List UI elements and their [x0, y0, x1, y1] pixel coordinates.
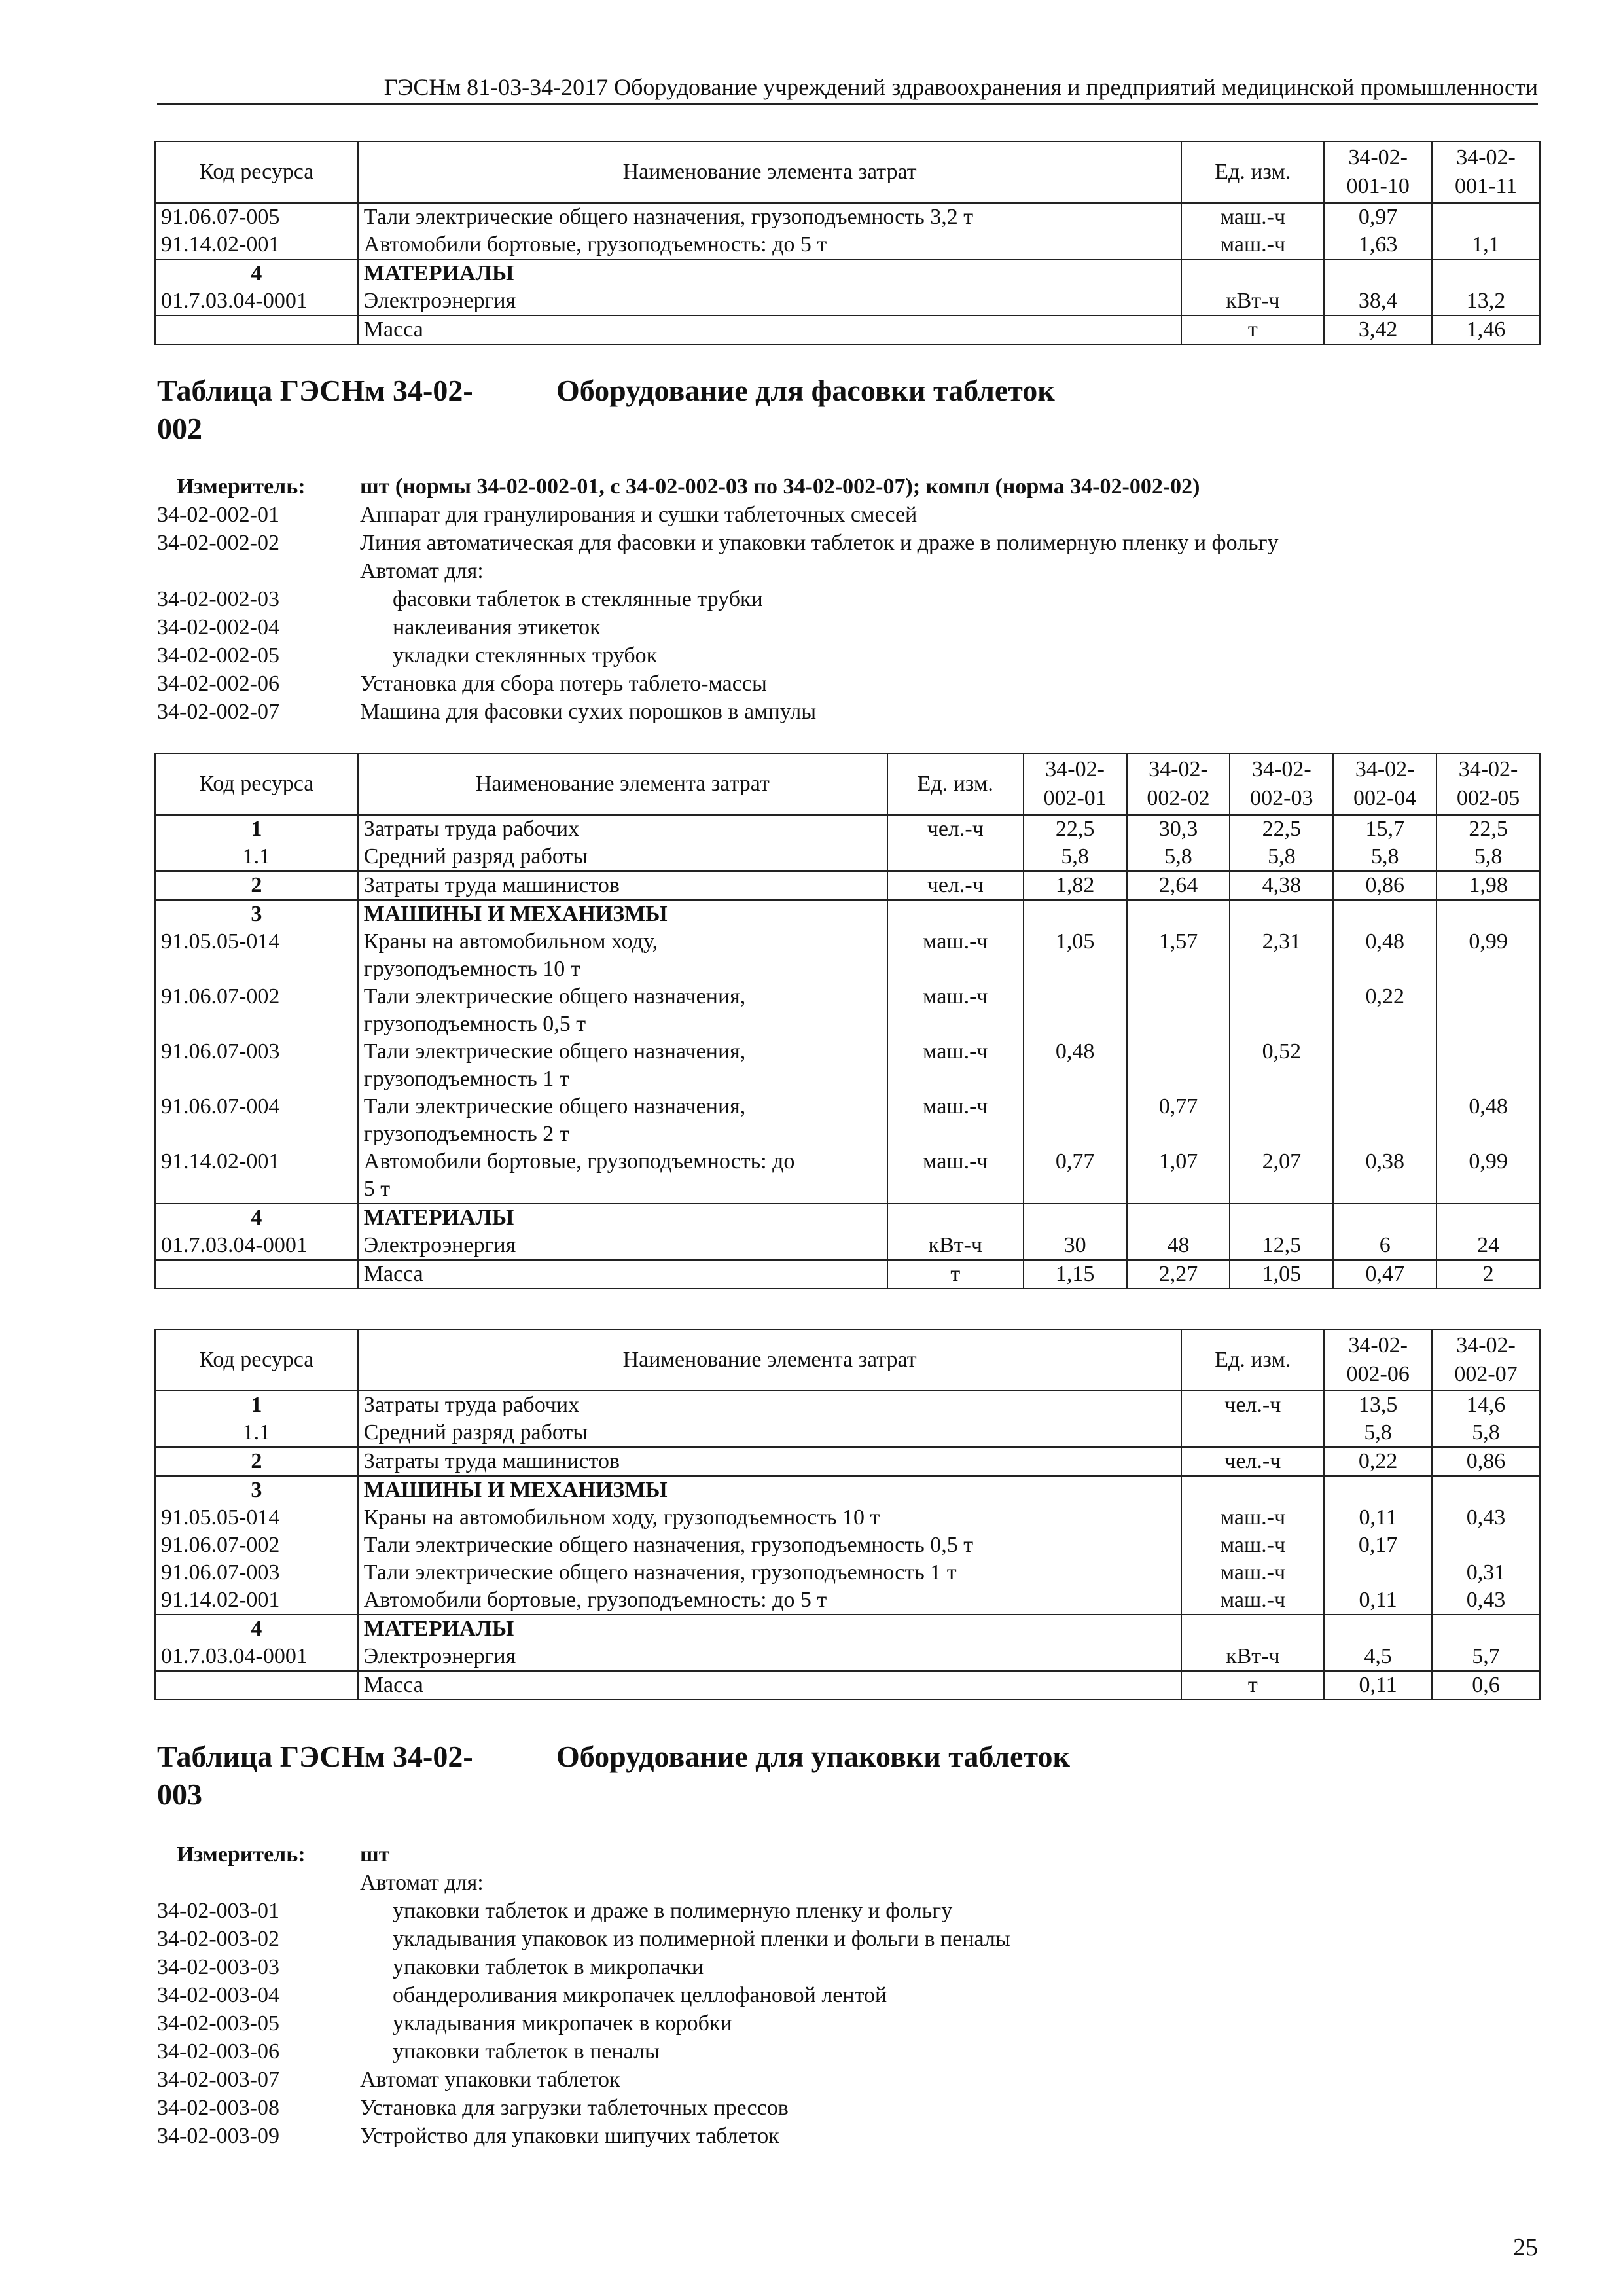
- unit: маш.-ч: [887, 928, 1024, 983]
- section-code: 3: [155, 1476, 358, 1504]
- table-row: [155, 1232, 1540, 1260]
- value: 5,8: [1436, 843, 1540, 871]
- col-header-unit: Ед. изм.: [1181, 1329, 1324, 1391]
- unit: маш.-ч: [1181, 1532, 1324, 1559]
- value: 0,48: [1333, 928, 1436, 983]
- table-row: [155, 983, 1540, 1038]
- value: 0,17: [1324, 1532, 1432, 1559]
- list-item: 34-02-002-05 укладки стеклянных трубок: [157, 643, 658, 668]
- col-header-name: Наименование элемента затрат: [358, 753, 887, 815]
- value: [1333, 1093, 1436, 1148]
- section-code: 4: [155, 1204, 358, 1232]
- value: 0,77: [1024, 1148, 1127, 1204]
- unit: маш.-ч: [887, 1038, 1024, 1093]
- resource-code: 91.14.02-001: [155, 1587, 358, 1615]
- value: 30: [1024, 1232, 1127, 1260]
- list-item: 34-02-002-03 фасовки таблеток в стеклянные трубки: [157, 587, 763, 611]
- unit: маш.-ч: [887, 1093, 1024, 1148]
- list-item: 34-02-003-06 упаковки таблеток в пеналы: [157, 2039, 660, 2064]
- resource-code: 2: [155, 871, 358, 900]
- measure-value: шт (нормы 34-02-002-01, с 34-02-002-03 по 34-02-002-07); компл (норма 34-02-002-02): [360, 475, 1200, 499]
- cost-name: Автомобили бортовые, грузоподъемность: до 5 т: [358, 1587, 1182, 1615]
- cost-name: Тали электрические общего назначения, грузоподъемность 1 т: [358, 1559, 1182, 1587]
- table-row: [155, 1587, 1540, 1615]
- col-header-norm: 34-02-001-10: [1324, 141, 1432, 203]
- section-name: МАШИНЫ И МЕХАНИЗМЫ: [358, 900, 887, 928]
- list-item: 34-02-003-02 укладывания упаковок из полимерной пленки и фольги в пеналы: [157, 1927, 1010, 1951]
- unit: маш.-ч: [887, 1148, 1024, 1204]
- value: 0,47: [1333, 1260, 1436, 1289]
- value: 5,8: [1127, 843, 1230, 871]
- value: 0,52: [1230, 1038, 1333, 1093]
- cost-name: Тали электрические общего назначения, грузоподъемность 0,5 т: [358, 983, 887, 1038]
- resource-code: 91.05.05-014: [155, 1504, 358, 1532]
- list-item: 34-02-003-01 упаковки таблеток и драже в полимерную пленку и фольгу: [157, 1899, 953, 1923]
- value: 6: [1333, 1232, 1436, 1260]
- cost-name: Тали электрические общего назначения, грузоподъемность 2 т: [358, 1093, 887, 1148]
- table-code: Таблица ГЭСНм 34-02-: [157, 1740, 473, 1773]
- table-row: [155, 1615, 1540, 1643]
- table-header-row: [155, 1329, 1540, 1391]
- list-item: 34-02-003-04 обандероливания микропачек целлофановой лентой: [157, 1983, 887, 2007]
- cost-name: Тали электрические общего назначения, грузоподъемность 1 т: [358, 1038, 887, 1093]
- unit: маш.-ч: [1181, 231, 1324, 259]
- col-header-norm: 34-02-002-07: [1432, 1329, 1540, 1391]
- unit: чел.-ч: [887, 871, 1024, 900]
- value: [1230, 983, 1333, 1038]
- list-item: 34-02-002-06 Установка для сбора потерь таблето-массы: [157, 672, 767, 696]
- resource-code: 91.14.02-001: [155, 231, 358, 259]
- table-title-34-02-003: [157, 1738, 1070, 1814]
- cost-name: Затраты труда машинистов: [358, 1447, 1182, 1476]
- cost-name: Краны на автомобильном ходу, грузоподъемность 10 т: [358, 1504, 1182, 1532]
- unit: кВт-ч: [1181, 1643, 1324, 1671]
- cost-table-3: [154, 1329, 1541, 1700]
- table-row: [155, 1419, 1540, 1447]
- cost-name: Электроэнергия: [358, 1643, 1182, 1671]
- value: 0,99: [1436, 1148, 1540, 1204]
- value: 1,98: [1436, 871, 1540, 900]
- col-header-name: Наименование элемента затрат: [358, 1329, 1182, 1391]
- value: 0,22: [1333, 983, 1436, 1038]
- cost-name: Средний разряд работы: [358, 1419, 1182, 1447]
- value: 2,31: [1230, 928, 1333, 983]
- value: 3,42: [1324, 315, 1432, 344]
- resource-list-34-02-002: [157, 473, 1279, 726]
- value: 0,11: [1324, 1504, 1432, 1532]
- table-code: Таблица ГЭСНм 34-02-: [157, 374, 473, 407]
- col-header-code: Код ресурса: [155, 753, 358, 815]
- table-row: [155, 287, 1540, 315]
- col-header-unit: Ед. изм.: [1181, 141, 1324, 203]
- table-row: [155, 1643, 1540, 1671]
- list-item: 34-02-003-07 Автомат упаковки таблеток: [157, 2068, 620, 2092]
- col-header-name: Наименование элемента затрат: [358, 141, 1182, 203]
- cost-table-2: [154, 753, 1541, 1289]
- resource-code: 1.1: [155, 843, 358, 871]
- value: 14,6: [1432, 1391, 1540, 1419]
- value: 0,6: [1432, 1671, 1540, 1700]
- section-name: МАШИНЫ И МЕХАНИЗМЫ: [358, 1476, 1182, 1504]
- value: 15,7: [1333, 815, 1436, 843]
- col-header-norm: 34-02-001-11: [1432, 141, 1540, 203]
- col-header-code: Код ресурса: [155, 141, 358, 203]
- value: 1,15: [1024, 1260, 1127, 1289]
- cost-table-1: [154, 141, 1541, 345]
- value: 30,3: [1127, 815, 1230, 843]
- resource-code: 2: [155, 1447, 358, 1476]
- value: 0,43: [1432, 1504, 1540, 1532]
- value: 12,5: [1230, 1232, 1333, 1260]
- value: 5,8: [1432, 1419, 1540, 1447]
- value: 0,11: [1324, 1671, 1432, 1700]
- value: 2,27: [1127, 1260, 1230, 1289]
- section-name: МАТЕРИАЛЫ: [358, 1204, 887, 1232]
- list-item: 34-02-003-03 упаковки таблеток в микропачки: [157, 1955, 704, 1979]
- col-header-norm: 34-02-002-05: [1436, 753, 1540, 815]
- resource-code: 01.7.03.04-0001: [155, 1232, 358, 1260]
- unit: маш.-ч: [1181, 1559, 1324, 1587]
- resource-code: 91.06.07-002: [155, 983, 358, 1038]
- value: 22,5: [1024, 815, 1127, 843]
- value: [1024, 1093, 1127, 1148]
- value: 22,5: [1436, 815, 1540, 843]
- value: 2: [1436, 1260, 1540, 1289]
- value: 0,86: [1432, 1447, 1540, 1476]
- measure-value: шт: [360, 1842, 390, 1867]
- table-row: [155, 1093, 1540, 1148]
- resource-code: 91.06.07-003: [155, 1038, 358, 1093]
- table-row: [155, 1532, 1540, 1559]
- table-row: [155, 1038, 1540, 1093]
- value: 0,99: [1436, 928, 1540, 983]
- value: 0,77: [1127, 1093, 1230, 1148]
- resource-code: 01.7.03.04-0001: [155, 287, 358, 315]
- value: 1,1: [1432, 231, 1540, 259]
- table-row: [155, 1671, 1540, 1700]
- value: 1,57: [1127, 928, 1230, 983]
- value: 0,38: [1333, 1148, 1436, 1204]
- table-row: [155, 1559, 1540, 1587]
- table-name: Оборудование для фасовки таблеток: [556, 374, 1055, 407]
- value: 1,05: [1230, 1260, 1333, 1289]
- value: 1,07: [1127, 1148, 1230, 1204]
- cost-name: Затраты труда рабочих: [358, 1391, 1182, 1419]
- unit: чел.-ч: [887, 815, 1024, 843]
- value: 2,64: [1127, 871, 1230, 900]
- section-name: МАТЕРИАЛЫ: [358, 259, 1182, 287]
- resource-list-34-02-003: [157, 1840, 1010, 2150]
- cost-name: Автомобили бортовые, грузоподъемность: до 5 т: [358, 1148, 887, 1204]
- list-item: Автомат для:: [360, 559, 484, 583]
- table-row: [155, 871, 1540, 900]
- table-name: Оборудование для упаковки таблеток: [556, 1740, 1070, 1773]
- col-header-code: Код ресурса: [155, 1329, 358, 1391]
- unit: т: [887, 1260, 1024, 1289]
- measure-label: Измеритель:: [177, 1842, 306, 1867]
- cost-name: Затраты труда рабочих: [358, 815, 887, 843]
- value: [1436, 983, 1540, 1038]
- table-row: [155, 231, 1540, 259]
- table-row: [155, 259, 1540, 287]
- list-item: 34-02-003-09 Устройство для упаковки шипучих таблеток: [157, 2124, 779, 2148]
- col-header-unit: Ед. изм.: [887, 753, 1024, 815]
- unit: [1181, 1419, 1324, 1447]
- table-code: 002: [157, 412, 202, 445]
- unit: маш.-ч: [1181, 1587, 1324, 1615]
- resource-code: 91.06.07-005: [155, 203, 358, 231]
- value: 13,5: [1324, 1391, 1432, 1419]
- cost-name: Средний разряд работы: [358, 843, 887, 871]
- table-title-34-02-002: [157, 372, 1055, 448]
- unit: маш.-ч: [1181, 1504, 1324, 1532]
- cost-name: Масса: [358, 315, 1182, 344]
- list-item: 34-02-002-01 Аппарат для гранулирования и сушки таблеточных смесей: [157, 503, 918, 527]
- table-row: [155, 1204, 1540, 1232]
- value: 0,11: [1324, 1587, 1432, 1615]
- col-header-norm: 34-02-002-01: [1024, 753, 1127, 815]
- resource-code: 91.14.02-001: [155, 1148, 358, 1204]
- value: 22,5: [1230, 815, 1333, 843]
- section-code: 3: [155, 900, 358, 928]
- value: [1324, 1559, 1432, 1587]
- unit: т: [1181, 1671, 1324, 1700]
- resource-code: 91.06.07-002: [155, 1532, 358, 1559]
- table-row: [155, 1447, 1540, 1476]
- table-row: [155, 203, 1540, 231]
- table-header-row: [155, 753, 1540, 815]
- value: 0,97: [1324, 203, 1432, 231]
- value: [1127, 983, 1230, 1038]
- value: 5,8: [1324, 1419, 1432, 1447]
- value: [1024, 983, 1127, 1038]
- table-row: [155, 1391, 1540, 1419]
- resource-code: 01.7.03.04-0001: [155, 1643, 358, 1671]
- resource-code: 1: [155, 815, 358, 843]
- section-code: 4: [155, 259, 358, 287]
- value: 24: [1436, 1232, 1540, 1260]
- unit: т: [1181, 315, 1324, 344]
- value: 4,5: [1324, 1643, 1432, 1671]
- page-number: 25: [1513, 2234, 1538, 2261]
- unit: [887, 843, 1024, 871]
- cost-name: Краны на автомобильном ходу, грузоподъемность 10 т: [358, 928, 887, 983]
- cost-name: Затраты труда машинистов: [358, 871, 887, 900]
- value: [1432, 1532, 1540, 1559]
- table-code: 003: [157, 1778, 202, 1811]
- table-row: [155, 928, 1540, 983]
- list-item: Автомат для:: [360, 1871, 484, 1895]
- value: 1,82: [1024, 871, 1127, 900]
- list-item: 34-02-002-04 наклеивания этикеток: [157, 615, 601, 639]
- value: 0,48: [1024, 1038, 1127, 1093]
- table-row: [155, 815, 1540, 843]
- table-row: [155, 1260, 1540, 1289]
- value: 0,22: [1324, 1447, 1432, 1476]
- col-header-norm: 34-02-002-06: [1324, 1329, 1432, 1391]
- value: 2,07: [1230, 1148, 1333, 1204]
- list-item: 34-02-003-05 укладывания микропачек в коробки: [157, 2011, 732, 2036]
- unit: чел.-ч: [1181, 1391, 1324, 1419]
- cost-name: Электроэнергия: [358, 287, 1182, 315]
- value: 48: [1127, 1232, 1230, 1260]
- value: 1,63: [1324, 231, 1432, 259]
- value: 1,05: [1024, 928, 1127, 983]
- unit: кВт-ч: [1181, 287, 1324, 315]
- resource-code: 1.1: [155, 1419, 358, 1447]
- cost-name: Масса: [358, 1671, 1182, 1700]
- resource-code: 1: [155, 1391, 358, 1419]
- value: 5,8: [1024, 843, 1127, 871]
- value: [1230, 1093, 1333, 1148]
- unit: маш.-ч: [1181, 203, 1324, 231]
- value: 4,38: [1230, 871, 1333, 900]
- table-row: [155, 1476, 1540, 1504]
- table-row: [155, 1504, 1540, 1532]
- value: 0,31: [1432, 1559, 1540, 1587]
- value: 5,8: [1230, 843, 1333, 871]
- resource-code: 91.06.07-003: [155, 1559, 358, 1587]
- value: [1127, 1038, 1230, 1093]
- value: 1,46: [1432, 315, 1540, 344]
- list-item: 34-02-002-07 Машина для фасовки сухих порошков в ампулы: [157, 700, 817, 724]
- section-name: МАТЕРИАЛЫ: [358, 1615, 1182, 1643]
- value: 0,48: [1436, 1093, 1540, 1148]
- value: [1333, 1038, 1436, 1093]
- value: 0,86: [1333, 871, 1436, 900]
- table-row: [155, 843, 1540, 871]
- col-header-norm: 34-02-002-02: [1127, 753, 1230, 815]
- measure-label: Измеритель:: [177, 475, 306, 499]
- unit: кВт-ч: [887, 1232, 1024, 1260]
- value: 13,2: [1432, 287, 1540, 315]
- unit: чел.-ч: [1181, 1447, 1324, 1476]
- value: [1436, 1038, 1540, 1093]
- table-header-row: [155, 141, 1540, 203]
- unit: маш.-ч: [887, 983, 1024, 1038]
- value: [1432, 203, 1540, 231]
- table-row: [155, 1148, 1540, 1204]
- cost-name: Тали электрические общего назначения, грузоподъемность 0,5 т: [358, 1532, 1182, 1559]
- list-item: 34-02-002-02 Линия автоматическая для фасовки и упаковки таблеток и драже в полимерную пленку и фольгу: [157, 531, 1279, 555]
- value: 5,7: [1432, 1643, 1540, 1671]
- col-header-norm: 34-02-002-03: [1230, 753, 1333, 815]
- table-row: [155, 900, 1540, 928]
- resource-code: 91.05.05-014: [155, 928, 358, 983]
- cost-name: Тали электрические общего назначения, грузоподъемность 3,2 т: [358, 203, 1182, 231]
- value: 5,8: [1333, 843, 1436, 871]
- list-item: 34-02-003-08 Установка для загрузки таблеточных прессов: [157, 2096, 789, 2120]
- section-code: 4: [155, 1615, 358, 1643]
- cost-name: Электроэнергия: [358, 1232, 887, 1260]
- page-header: ГЭСНм 81-03-34-2017 Оборудование учреждений здравоохранения и предприятий медицинской промышленности: [157, 73, 1538, 105]
- resource-code: 91.06.07-004: [155, 1093, 358, 1148]
- cost-name: Автомобили бортовые, грузоподъемность: до 5 т: [358, 231, 1182, 259]
- value: 38,4: [1324, 287, 1432, 315]
- cost-name: Масса: [358, 1260, 887, 1289]
- col-header-norm: 34-02-002-04: [1333, 753, 1436, 815]
- table-row: [155, 315, 1540, 344]
- value: 0,43: [1432, 1587, 1540, 1615]
